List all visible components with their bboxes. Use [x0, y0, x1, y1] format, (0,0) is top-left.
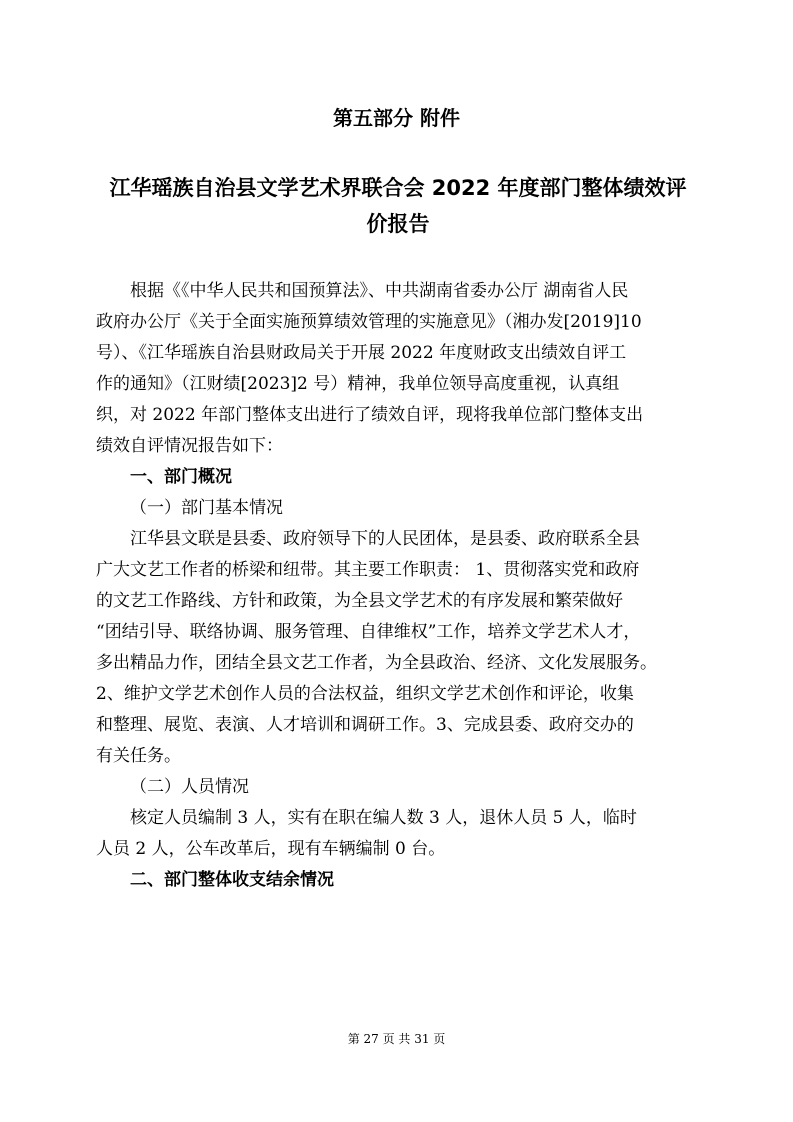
document-title-line-1: 江华瑶族自治县文学艺术界联合会 2022 年度部门整体绩效评	[109, 176, 687, 200]
page-number-footer: 第 27 页 共 31 页	[347, 1032, 446, 1046]
paragraph-line: 和整理、展览、表演、人才培训和调研工作。3、完成县委、政府交办的	[96, 715, 634, 735]
paragraph-line: 核定人员编制 3 人，实有在职在编人数 3 人，退休人员 5 人，临时	[130, 808, 637, 828]
subsection-heading-staff: （二）人员情况	[130, 777, 249, 797]
intro-line: 根据《《中华人民共和国预算法》、中共湖南省委办公厅 湖南省人民	[130, 281, 629, 301]
paragraph-line: 的文艺工作路线、方针和政策，为全县文学艺术的有序发展和繁荣做好	[96, 591, 623, 611]
subsection-heading-basic-info: （一）部门基本情况	[130, 498, 283, 518]
paragraph-line: “团结引导、联络协调、服务管理、自律维权”工作，培养文学艺术人才，	[96, 622, 641, 642]
intro-line: 织，对 2022 年部门整体支出进行了绩效自评，现将我单位部门整体支出	[96, 405, 644, 425]
intro-line: 政府办公厅《关于全面实施预算绩效管理的实施意见》（湘办发[2019]10	[96, 312, 642, 332]
paragraph-line: 2、维护文学艺术创作人员的合法权益，组织文学艺术创作和评论，收集	[96, 684, 634, 704]
intro-line: 作的通知》（江财绩[2023]2 号）精神，我单位领导高度重视，认真组	[96, 374, 620, 394]
part-title: 第五部分 附件	[333, 106, 460, 130]
document-title-line-2: 价报告	[366, 212, 430, 236]
paragraph-line: 有关任务。	[96, 746, 181, 766]
paragraph-line: 多出精品力作，团结全县文艺工作者，为全县政治、经济、文化发展服务。	[96, 653, 657, 673]
paragraph-line: 江华县文联是县委、政府领导下的人民团体，是县委、政府联系全县	[130, 529, 640, 549]
intro-line: 绩效自评情况报告如下：	[96, 436, 283, 456]
document-body	[96, 276, 708, 896]
intro-line: 号）、《江华瑶族自治县财政局关于开展 2022 年度财政支出绩效自评工	[96, 343, 627, 363]
paragraph-line: 人员 2 人，公车改革后，现有车辆编制 0 台。	[96, 839, 446, 859]
section-heading-budget-balance: 二、部门整体收支结余情况	[130, 870, 334, 890]
paragraph-line: 广大文艺工作者的桥梁和纽带。其主要工作职责： 1、贯彻落实党和政府	[96, 560, 640, 580]
document-title	[96, 170, 700, 242]
section-heading-overview: 一、部门概况	[130, 467, 232, 487]
